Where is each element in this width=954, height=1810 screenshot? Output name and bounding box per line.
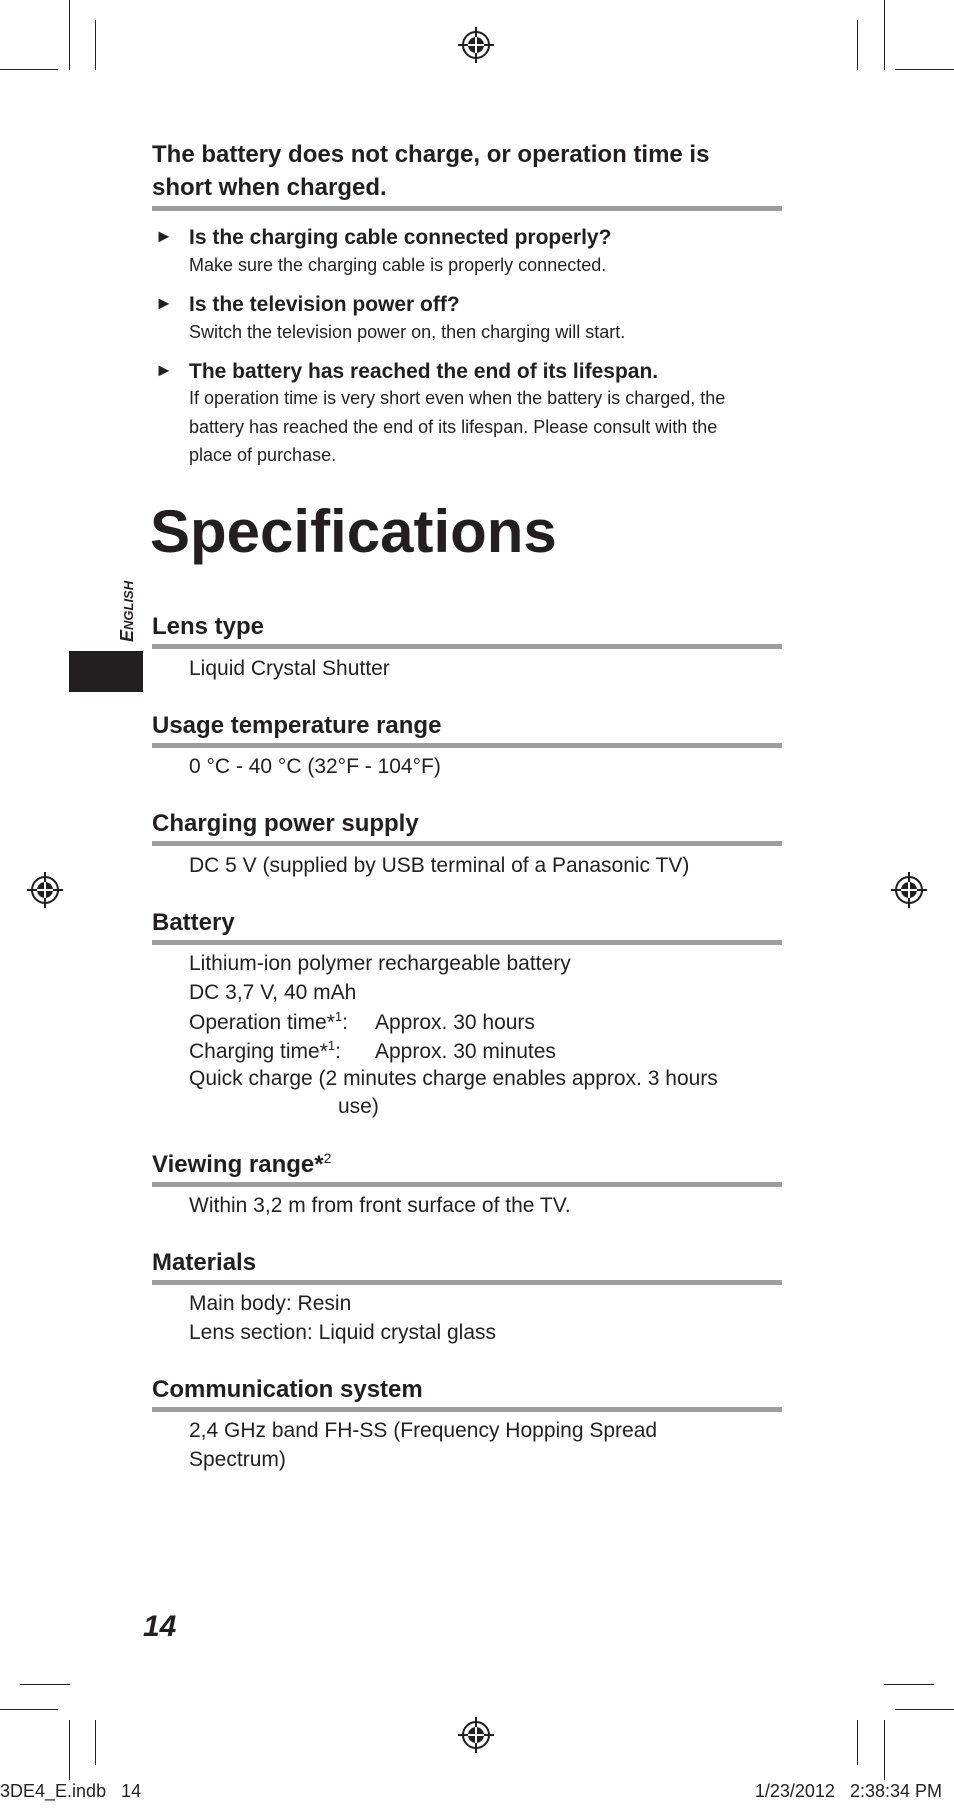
footnote-ref: 1	[334, 1009, 343, 1024]
section-title: short when charged.	[152, 174, 387, 201]
spec-value: Lens section: Liquid crystal glass	[189, 1321, 496, 1344]
footnote-ref: 2	[323, 1150, 332, 1166]
spec-value: use)	[338, 1095, 379, 1118]
registration-mark-icon	[456, 1715, 496, 1755]
spec-value: DC 3,7 V, 40 mAh	[189, 981, 357, 1004]
section-rule	[152, 1280, 782, 1285]
question-title: The battery has reached the end of its lifespan.	[189, 360, 659, 383]
section-rule	[152, 743, 782, 748]
answer-text: Switch the television power on, then charging will start.	[189, 322, 626, 342]
spec-value: Main body: Resin	[189, 1292, 352, 1315]
spec-value: 2,4 GHz band FH-SS (Frequency Hopping Spread	[189, 1419, 658, 1442]
arrow-icon: ►	[155, 226, 173, 246]
spec-value: Lithium-ion polymer rechargeable battery	[189, 952, 571, 975]
charging-time-value: Approx. 30 minutes	[375, 1040, 556, 1063]
arrow-icon: ►	[155, 360, 173, 380]
answer-text: place of purchase.	[189, 445, 337, 465]
operation-time-label: Operation time*	[189, 1011, 335, 1034]
registration-mark-icon	[25, 870, 65, 910]
crop-mark	[895, 69, 954, 70]
answer-text: battery has reached the end of its lifespan. Please consult with the	[189, 417, 718, 437]
spec-value: Quick charge (2 minutes charge enables approx. 3 hours	[189, 1067, 718, 1090]
question-title: Is the charging cable connected properly?	[189, 226, 612, 249]
operation-time-value: Approx. 30 hours	[375, 1011, 535, 1034]
viewing-range-heading: Viewing range*	[152, 1151, 324, 1178]
crop-mark	[0, 1709, 58, 1710]
crop-mark	[884, 0, 885, 70]
crop-mark	[857, 1720, 858, 1765]
page-title: Specifications	[150, 498, 557, 565]
spec-value: 0 °C - 40 °C (32°F - 104°F)	[189, 755, 441, 778]
section-rule	[152, 841, 782, 846]
section-rule	[152, 206, 782, 211]
spec-heading: Battery	[152, 909, 235, 936]
spec-value: Operation time*$^1$:	[189, 1009, 348, 1034]
section-rule	[152, 1182, 782, 1187]
crop-mark	[95, 1720, 96, 1765]
footer-filename: 3DE4_E.indb 14	[0, 1781, 142, 1801]
section-rule	[152, 1407, 782, 1412]
crop-mark	[69, 0, 70, 70]
language-tab-marker	[69, 651, 143, 692]
crop-mark	[95, 20, 96, 70]
registration-mark-icon	[889, 870, 929, 910]
footer-timestamp: 1/23/2012 2:38:34 PM	[754, 1781, 942, 1801]
crop-mark	[857, 20, 858, 70]
spec-heading: Charging power supply	[152, 810, 419, 837]
crop-mark	[884, 1720, 885, 1780]
spec-heading: Lens type	[152, 613, 265, 640]
spec-value: Charging time*$^1$:	[189, 1038, 341, 1063]
spec-heading	[152, 1148, 331, 1182]
spec-value: Liquid Crystal Shutter	[189, 657, 390, 680]
spec-value: Spectrum)	[189, 1448, 286, 1471]
spec-value: Within 3,2 m from front surface of the TV.	[189, 1194, 571, 1217]
page-number: 14	[143, 1610, 177, 1643]
charging-time-label: Charging time*	[189, 1040, 328, 1063]
section-rule	[152, 940, 782, 945]
section-title: The battery does not charge, or operation time is	[152, 141, 710, 168]
crop-mark	[884, 1684, 934, 1685]
language-tab-label: English	[117, 580, 137, 642]
answer-text: If operation time is very short even when the battery is charged, the	[189, 388, 726, 408]
crop-mark	[69, 1720, 70, 1780]
crop-mark	[20, 1684, 70, 1685]
question-title: Is the television power off?	[189, 293, 460, 316]
spec-heading: Communication system	[152, 1376, 423, 1403]
footnote-ref: 1	[327, 1038, 336, 1053]
crop-mark	[0, 69, 58, 70]
arrow-icon: ►	[155, 293, 173, 313]
section-rule	[152, 644, 782, 649]
spec-heading: Materials	[152, 1249, 257, 1276]
crop-mark	[895, 1709, 954, 1710]
registration-mark-icon	[456, 25, 496, 65]
spec-value: DC 5 V (supplied by USB terminal of a Panasonic TV)	[189, 854, 690, 877]
spec-heading: Usage temperature range	[152, 712, 442, 739]
answer-text: Make sure the charging cable is properly connected.	[189, 255, 607, 275]
